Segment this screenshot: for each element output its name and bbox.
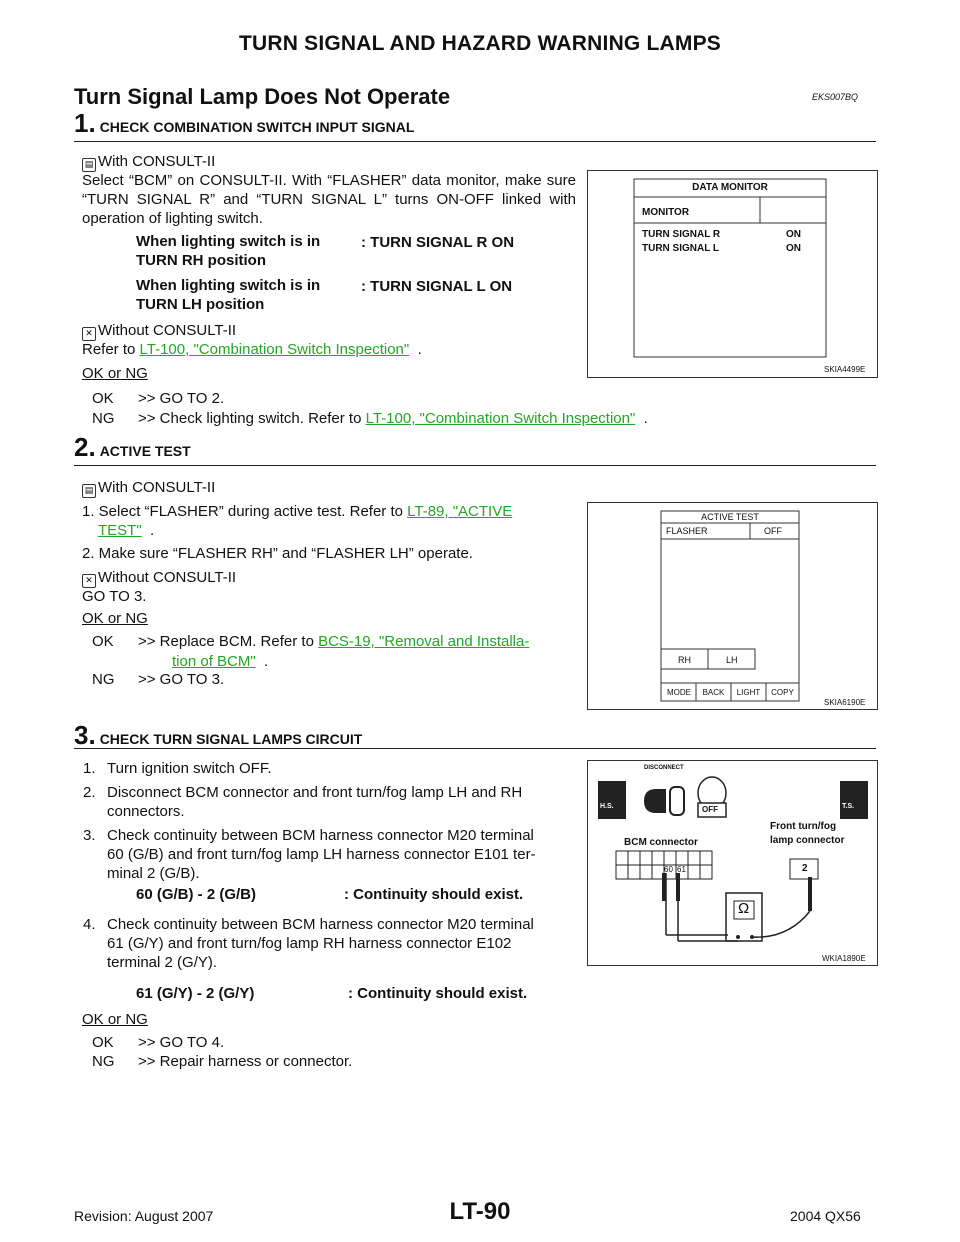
step3-ok-result: OK >> GO TO 4. [92, 1034, 225, 1051]
step3-spec1: 60 (G/B) - 2 (G/B) : Continuity should exist. [136, 886, 524, 903]
at-tab-back[interactable]: BACK [702, 688, 725, 697]
list-item: 3. Check continuity between BCM harness connector M20 terminal 60 (G/B) and front turn/fog lamp LH harness connector E101 ter- minal 2 (G/B). [83, 827, 536, 882]
step1-number: 1. [74, 108, 96, 138]
consult-ii-icon: ▤ [82, 158, 96, 172]
dm-row-value: ON [786, 243, 801, 254]
step1-spec-table [136, 232, 515, 314]
circuit-figure [587, 760, 878, 966]
ignition-off-icon: OFF [702, 805, 718, 814]
at-item: FLASHER [666, 526, 708, 536]
section-title: Turn Signal Lamp Does Not Operate [74, 84, 451, 109]
step1-ng-result: NG >> Check lighting switch. Refer to LT-100, "Combination Switch Inspection" . [92, 410, 648, 427]
dm-row-name: TURN SIGNAL R [642, 229, 721, 240]
pin-60-label: 60 [664, 865, 673, 874]
step1-heading [74, 108, 414, 139]
no-consult-icon: ✕ [82, 574, 96, 588]
link-lt100[interactable]: LT-100, "Combination Switch Inspection" [139, 341, 410, 358]
step3-item4 [82, 914, 578, 973]
step1-refer: Refer to LT-100, "Combination Switch Inspection" . [82, 341, 422, 358]
step3-title: CHECK TURN SIGNAL LAMPS CIRCUIT [99, 731, 363, 747]
at-tab-light[interactable]: LIGHT [736, 688, 761, 697]
step2-heading [74, 432, 191, 463]
consult-ii-icon: ▤ [82, 484, 96, 498]
link-lt89-b[interactable]: TEST" [98, 522, 142, 539]
front-lamp-label-1: Front turn/fog [770, 821, 837, 832]
step2-divider [74, 465, 876, 466]
step2-with-label: With CONSULT-II [98, 479, 216, 496]
step2-ok-result-cont: tion of BCM" . [172, 653, 269, 670]
step2-with-consult [82, 478, 215, 498]
spec-row [136, 276, 515, 314]
dm-row-name: TURN SIGNAL L [642, 243, 720, 254]
active-test-screen [588, 503, 877, 709]
ohmmeter-icon: Ω [738, 900, 750, 917]
ts-icon-label: T.S. [842, 803, 855, 810]
step1-title: CHECK COMBINATION SWITCH INPUT SIGNAL [99, 119, 415, 135]
figure-code: SKIA6190E [824, 698, 866, 707]
front-lamp-label-2: lamp connector [770, 835, 845, 846]
page-header: TURN SIGNAL AND HAZARD WARNING LAMPS [238, 32, 722, 55]
data-monitor-figure [587, 170, 878, 378]
link-lt89[interactable]: LT-89, "ACTIVE [407, 503, 513, 520]
dm-title: DATA MONITOR [692, 182, 768, 193]
list-item: 2. Disconnect BCM connector and front turn/fog lamp LH and RH connectors. [83, 784, 523, 820]
list-item: 1. Turn ignition switch OFF. [83, 760, 272, 777]
at-rh-button[interactable]: RH [678, 655, 691, 665]
step2-without-consult [82, 568, 236, 588]
spec-condition: When lighting switch is in TURN LH position [136, 277, 321, 313]
step2-number: 2. [74, 432, 96, 462]
step2-item2: 2. Make sure “FLASHER RH” and “FLASHER LH” operate. [82, 545, 473, 562]
active-test-figure [587, 502, 878, 710]
list-item: 4. Check continuity between BCM harness connector M20 terminal 61 (G/Y) and front turn/fog lamp RH harness connector E102 terminal 2 (G/Y). [83, 916, 534, 971]
at-lh-button[interactable]: LH [726, 655, 738, 665]
figure-code: SKIA4499E [824, 365, 866, 374]
step1-without-consult [82, 321, 236, 341]
link-lt100-ng[interactable]: LT-100, "Combination Switch Inspection" [365, 410, 636, 427]
at-tab-copy[interactable]: COPY [771, 688, 794, 697]
step2-ok-or-ng: OK or NG [82, 610, 148, 627]
circuit-diagram [588, 761, 877, 965]
hs-icon-label: H.S. [600, 803, 614, 810]
step3-heading [74, 720, 362, 751]
step2-title: ACTIVE TEST [99, 443, 191, 459]
data-monitor-screen [588, 171, 877, 377]
step1-divider [74, 141, 876, 142]
step3-ok-or-ng: OK or NG [82, 1011, 148, 1028]
dm-row-value: ON [786, 229, 801, 240]
step2-without-label: Without CONSULT-II [98, 569, 237, 586]
footer-revision: Revision: August 2007 [74, 1208, 214, 1224]
spec-condition: When lighting switch is in TURN RH position [136, 233, 321, 269]
step1-body: Select “BCM” on CONSULT-II. With “FLASHER” data monitor, make sure “TURN SIGNAL R” and “TURN SIGNAL L” turns ON-OFF linked with operation of lighting switch. [82, 172, 576, 227]
step3-number: 3. [74, 720, 96, 750]
step1-with-label: With CONSULT-II [98, 153, 216, 170]
step3-ng-result: NG >> Repair harness or connector. [92, 1053, 353, 1070]
step3-divider [74, 748, 876, 749]
step2-ok-result: OK >> Replace BCM. Refer to BCS-19, "Removal and Installa- [92, 633, 530, 650]
footer-page-number: LT-90 [449, 1198, 511, 1225]
no-consult-icon: ✕ [82, 327, 96, 341]
step3-spec2: 61 (G/Y) - 2 (G/Y) : Continuity should exist. [136, 985, 528, 1002]
at-item-value: OFF [764, 526, 782, 536]
section-code: EKS007BQ [812, 92, 859, 102]
step1-ok-result: OK >> GO TO 2. [92, 390, 225, 407]
spec-result: : TURN SIGNAL R ON [361, 234, 515, 251]
spec-row [136, 232, 515, 276]
step1-without-label: Without CONSULT-II [98, 322, 237, 339]
dm-monitor: MONITOR [642, 207, 690, 218]
pin-2-label: 2 [802, 863, 808, 874]
pin-61-label: 61 [677, 865, 686, 874]
step2-item1: 1. Select “FLASHER” during active test. Refer to LT-89, "ACTIVE TEST" . [82, 503, 513, 539]
footer-model: 2004 QX56 [790, 1208, 861, 1224]
step2-goto: GO TO 3. [82, 588, 147, 605]
spec-result: : TURN SIGNAL L ON [361, 278, 513, 295]
figure-code: WKIA1890E [822, 954, 866, 963]
disconnect-icon: DISCONNECT [644, 765, 684, 771]
bcm-connector-label: BCM connector [624, 837, 698, 848]
step3-items [82, 758, 578, 884]
step2-ng-result: NG >> GO TO 3. [92, 671, 225, 688]
link-bcs19[interactable]: BCS-19, "Removal and Installa- [318, 633, 530, 650]
step1-ok-or-ng: OK or NG [82, 365, 148, 382]
step1-with-consult [82, 152, 215, 172]
link-bcs19-b[interactable]: tion of BCM" [172, 653, 256, 670]
at-title: ACTIVE TEST [701, 512, 759, 522]
at-tab-mode[interactable]: MODE [667, 688, 691, 697]
